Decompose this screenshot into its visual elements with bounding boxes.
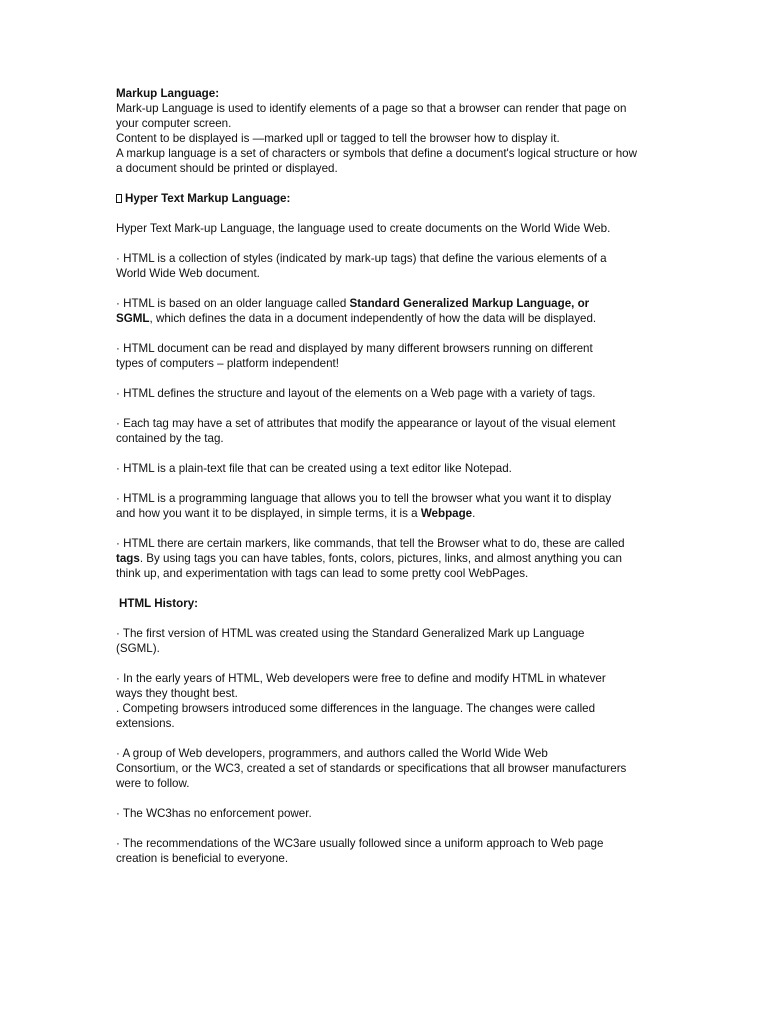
bullet-line: contained by the tag. [116,432,224,445]
bullet-line: · The first version of HTML was created using the Standard Generalized Mark up Language [116,627,585,640]
spacer [116,611,656,626]
bullet-line: · The WC3has no enforcement power. [116,807,312,820]
bullet-line: (SGML). [116,642,160,655]
spacer [116,446,656,461]
spacer [116,656,656,671]
bullet-line: · HTML defines the structure and layout of the elements on a Web page with a variety of tags. [116,387,596,400]
bullet-line: · A group of Web developers, programmers, and authors called the World Wide Web [116,747,548,760]
spacer [116,581,656,596]
bullet-line: · HTML is a collection of styles (indicated by mark-up tags) that define the various elements of a [116,252,607,265]
bullet-line [116,506,656,521]
bullet-line: ways they thought best. [116,687,238,700]
spacer [116,176,656,191]
bullet-line: · HTML is a plain-text file that can be created using a text editor like Notepad. [116,462,512,475]
markup-heading: Markup Language: [116,87,220,100]
spacer [116,401,656,416]
bullet-line: · In the early years of HTML, Web developers were free to define and modify HTML in whatever [116,672,606,685]
sgml-full-name: Standard Generalized Markup Language, or [349,297,590,310]
bullet-line [116,296,656,311]
webpage-term: Webpage [420,507,473,520]
bullet-line: Consortium, or the WC3, created a set of standards or specifications that all browser manufacturers [116,762,627,775]
text-run: . By using tags you can have tables, fonts, colors, pictures, links, and almost anything you can [139,552,622,565]
spacer [116,206,656,221]
spacer [116,521,656,536]
bullet-line: . Competing browsers introduced some differences in the language. The changes were called [116,702,596,715]
history-heading: HTML History: [119,597,199,610]
document-page [116,86,656,866]
markup-line: your computer screen. [116,117,232,130]
spacer [116,326,656,341]
bullet-line: · The recommendations of the WC3are usually followed since a uniform approach to Web page [116,837,604,850]
missing-glyph-icon [116,194,122,203]
spacer [116,371,656,386]
bullet-line: · Each tag may have a set of attributes that modify the appearance or layout of the visual element [116,417,616,430]
spacer [116,791,656,806]
bullet-line: · HTML there are certain markers, like commands, that tell the Browser what to do, these are called [116,537,625,550]
bullet-line: · HTML document can be read and displayed by many different browsers running on different [116,342,593,355]
spacer [116,821,656,836]
bullet-line: · HTML is a programming language that allows you to tell the browser what you want it to display [116,492,612,505]
html-heading [116,191,656,206]
bullet-line: World Wide Web document. [116,267,260,280]
text-run: and how you want it to be displayed, in simple terms, it is a [116,507,421,520]
bullet-line: think up, and experimentation with tags can lead to some pretty cool WebPages. [116,567,529,580]
html-intro: Hyper Text Mark-up Language, the language used to create documents on the World Wide Web. [116,222,611,235]
markup-line: A markup language is a set of characters or symbols that define a document's logical structure or how [116,147,637,160]
spacer [116,281,656,296]
markup-line: a document should be printed or displayed. [116,162,338,175]
bullet-line: extensions. [116,717,175,730]
bullet-line: types of computers – platform independent! [116,357,339,370]
text-run: , which defines the data in a document independently of how the data will be displayed. [149,312,597,325]
text-run: · HTML is based on an older language called [116,297,350,310]
bullet-line: creation is beneficial to everyone. [116,852,289,865]
spacer [116,731,656,746]
sgml-abbrev: SGML [116,312,150,325]
markup-line: Content to be displayed is —marked up‖ or tagged to tell the browser how to display it. [116,132,560,145]
bullet-line: were to follow. [116,777,190,790]
text-run: . [472,507,476,520]
tags-term: tags [116,552,140,565]
bullet-line [116,311,656,326]
spacer [116,236,656,251]
spacer [116,476,656,491]
markup-line: Mark-up Language is used to identify elements of a page so that a browser can render that page on [116,102,627,115]
html-heading-text: Hyper Text Markup Language: [125,192,291,205]
bullet-line [116,551,656,566]
